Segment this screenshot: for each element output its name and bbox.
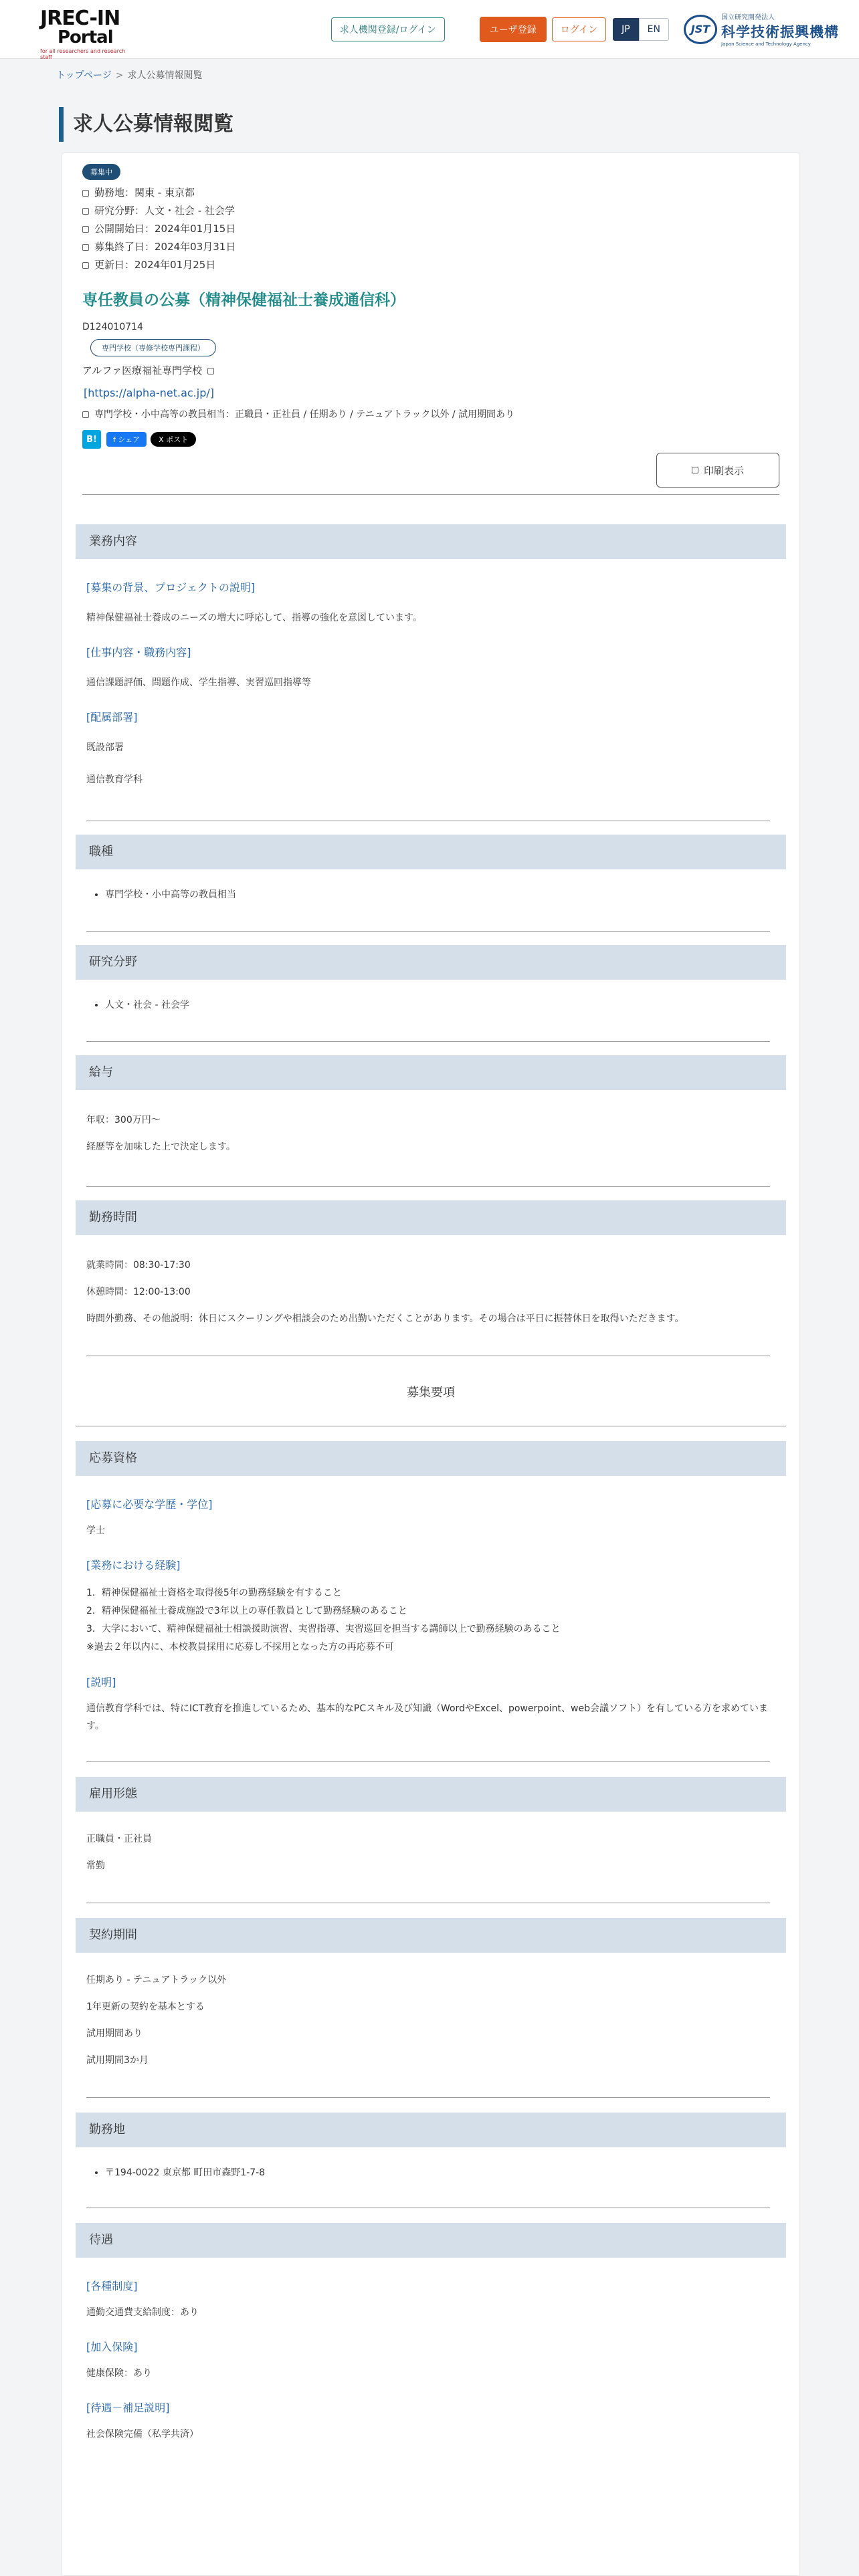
status-badge: 募集中 bbox=[82, 164, 120, 180]
section-text: 時間外勤務、その他説明：休日にスクーリングや相談会のため出勤いただくことがあります。その場合は平日に振替休日を取得いただきます。 bbox=[86, 1313, 684, 1324]
section-title: 研究分野 bbox=[76, 945, 786, 980]
job-type: 専門学校・小中高等の教員相当：正職員・正社員 / 任期あり / テニュアトラック以外 / 試用期間あり bbox=[82, 407, 786, 421]
section-keiyaku bbox=[76, 1918, 786, 2098]
lang-en-button[interactable]: EN bbox=[639, 18, 669, 41]
subheading: [仕事内容・職務内容] bbox=[86, 646, 191, 659]
logo-sub: Portal bbox=[58, 27, 113, 47]
meta-deadline: 募集終了日：2024年03月31日 bbox=[76, 238, 786, 256]
calendar-icon bbox=[82, 244, 89, 251]
section-text: 正職員・正社員 bbox=[86, 1834, 152, 1844]
section-text: 通信教育学科 bbox=[86, 774, 142, 785]
section-text: 通信教育学科では、特にICT教育を推進しているため、基本的なPCスキル及び知識（WordやExcel、powerpoint、web会議ソフト）を有している方を求めています。 bbox=[86, 1703, 768, 1731]
section-gyomu bbox=[76, 524, 786, 821]
login-button[interactable]: ログイン bbox=[552, 17, 606, 41]
org-register-login-button[interactable]: 求人機関登録/ログイン bbox=[331, 17, 445, 41]
section-kenkyu bbox=[76, 945, 786, 1042]
jst-mark-icon: JST bbox=[684, 15, 717, 44]
list-item: • 人文・社会 - 社会学 bbox=[105, 997, 770, 1013]
meta-field: 研究分野：人文・社会 - 社会学 bbox=[76, 202, 786, 220]
print-button[interactable]: 印刷表示 bbox=[656, 453, 779, 488]
building-icon bbox=[207, 368, 214, 374]
book-icon bbox=[82, 208, 89, 215]
section-text: 通信課題評価、問題作成、学生指導、実習巡回指導等 bbox=[86, 677, 311, 688]
section-text: 1年更新の契約を基本とする bbox=[86, 2002, 205, 2012]
refresh-icon bbox=[82, 262, 89, 269]
breadcrumb-current: 求人公募情報閲覧 bbox=[127, 70, 203, 81]
section-taigu bbox=[76, 2223, 786, 2443]
section-kyuyo bbox=[76, 1055, 786, 1187]
jst-small-text: 国立研究開発法人 bbox=[721, 14, 775, 21]
subheading: [配属部署] bbox=[86, 711, 138, 724]
section-text: 就業時間：08:30-17:30 bbox=[86, 1260, 191, 1271]
section-text: 精神保健福祉士養成のニーズの増大に呼応して、指導の強化を意図しています。 bbox=[86, 613, 422, 623]
divider bbox=[86, 2097, 770, 2098]
printer-icon bbox=[692, 467, 698, 473]
lang-jp-button[interactable]: JP bbox=[613, 18, 639, 41]
jst-name: 科学技術振興機構 bbox=[721, 24, 839, 40]
logo-main: JREC-IN bbox=[40, 6, 120, 30]
subheading: [業務における経験] bbox=[86, 1559, 181, 1572]
divider bbox=[86, 1041, 770, 1042]
section-title: 職種 bbox=[76, 835, 786, 869]
divider bbox=[86, 1186, 770, 1187]
share-buttons bbox=[82, 430, 786, 449]
section-text: 経歴等を加味した上で決定します。 bbox=[86, 1142, 235, 1152]
meta-publish-date: 公開開始日：2024年01月15日 bbox=[76, 220, 786, 238]
subheading: [募集の背景、プロジェクトの説明] bbox=[86, 581, 256, 594]
divider bbox=[82, 494, 779, 495]
section-text: 2．精神保健福祉士養成施設で3年以上の専任教員として勤務経験のあること bbox=[86, 1606, 407, 1616]
breadcrumb-home-link[interactable]: トップページ bbox=[56, 70, 112, 81]
subheading: [加入保険] bbox=[86, 2341, 138, 2353]
section-title: 応募資格 bbox=[76, 1441, 786, 1476]
boshu-yoko-title: 募集要項 bbox=[76, 1356, 786, 1426]
section-koyo bbox=[76, 1777, 786, 1903]
section-shikaku bbox=[76, 1441, 786, 1762]
section-text: ※過去２年以内に、本校教員採用に応募し不採用となった方の再応募不可 bbox=[86, 1642, 394, 1652]
logo-tagline: for all researchers and research staff bbox=[40, 47, 126, 60]
section-text: 社会保険完備（私学共済） bbox=[86, 2429, 199, 2440]
institution-url-link[interactable]: [https://alpha-net.ac.jp/] bbox=[84, 387, 214, 399]
section-text: 試用期間3か月 bbox=[86, 2055, 149, 2066]
briefcase-icon bbox=[82, 411, 89, 418]
divider bbox=[86, 1761, 770, 1762]
x-post-button[interactable]: X ポスト bbox=[151, 432, 196, 447]
section-text: 3．大学において、精神保健福祉士相談援助演習、実習指導、実習巡回を担当する講師以上で勤務経験のあること bbox=[86, 1624, 561, 1634]
section-text: 既設部署 bbox=[86, 742, 124, 753]
section-text: 常勤 bbox=[86, 1860, 105, 1871]
subheading: [説明] bbox=[86, 1676, 116, 1689]
list-item: • 〒194-0022 東京都 町田市森野1-7-8 bbox=[105, 2165, 770, 2181]
section-title: 勤務時間 bbox=[76, 1200, 786, 1235]
language-switcher bbox=[613, 18, 669, 41]
section-text: 健康保険：あり bbox=[86, 2368, 152, 2379]
breadcrumb-separator: > bbox=[115, 70, 124, 81]
facebook-share-button[interactable]: f シェア bbox=[106, 432, 147, 447]
subheading: [応募に必要な学歴・学位] bbox=[86, 1498, 213, 1511]
subheading: [待遇－補足説明] bbox=[86, 2401, 170, 2414]
page-title: 求人公募情報閲覧 bbox=[59, 107, 859, 142]
section-title: 待遇 bbox=[76, 2223, 786, 2258]
section-text: 通勤交通費支給制度：あり bbox=[86, 2307, 199, 2318]
meta-updated: 更新日：2024年01月25日 bbox=[76, 256, 786, 274]
hatena-bookmark-button[interactable]: B! bbox=[82, 430, 101, 449]
user-register-button[interactable]: ユーザ登録 bbox=[480, 17, 547, 42]
jrec-in-logo[interactable] bbox=[40, 6, 134, 60]
job-detail-card bbox=[62, 152, 800, 2576]
section-text: 任期あり - テニュアトラック以外 bbox=[86, 1975, 227, 1985]
section-text: 休憩時間：12:00-13:00 bbox=[86, 1287, 191, 1297]
subheading: [各種制度] bbox=[86, 2280, 138, 2292]
divider bbox=[86, 931, 770, 932]
section-kinmu-jikan bbox=[76, 1200, 786, 1356]
list-item: • 専門学校・小中高等の教員相当 bbox=[105, 887, 770, 903]
section-title: 契約期間 bbox=[76, 1918, 786, 1953]
calendar-icon bbox=[82, 226, 89, 233]
meta-location: 勤務地：関東 - 東京都 bbox=[76, 184, 786, 202]
job-title: 専任教員の公募（精神保健福祉士養成通信科） bbox=[82, 292, 405, 309]
map-pin-icon bbox=[82, 190, 89, 197]
section-kinmuchi bbox=[76, 2113, 786, 2208]
job-id: D124010714 bbox=[82, 322, 143, 332]
section-shokushu bbox=[76, 835, 786, 932]
section-title: 雇用形態 bbox=[76, 1777, 786, 1812]
jst-en-name: Japan Science and Technology Agency bbox=[721, 41, 811, 47]
site-header bbox=[0, 0, 859, 59]
section-title: 業務内容 bbox=[76, 524, 786, 559]
section-title: 勤務地 bbox=[76, 2113, 786, 2147]
section-title: 給与 bbox=[76, 1055, 786, 1090]
breadcrumb bbox=[0, 68, 859, 82]
section-text: 学士 bbox=[86, 1525, 105, 1536]
section-text: 試用期間あり bbox=[86, 2028, 142, 2039]
institution-type-tag: 専門学校（専修学校専門課程） bbox=[90, 339, 216, 356]
institution-name: アルファ医療福祉専門学校 bbox=[82, 363, 786, 377]
jst-logo[interactable] bbox=[684, 11, 839, 47]
section-text: 1．精神保健福祉士資格を取得後5年の勤務経験を有すること bbox=[86, 1588, 342, 1598]
section-text: 年収：300万円～ bbox=[86, 1115, 161, 1125]
